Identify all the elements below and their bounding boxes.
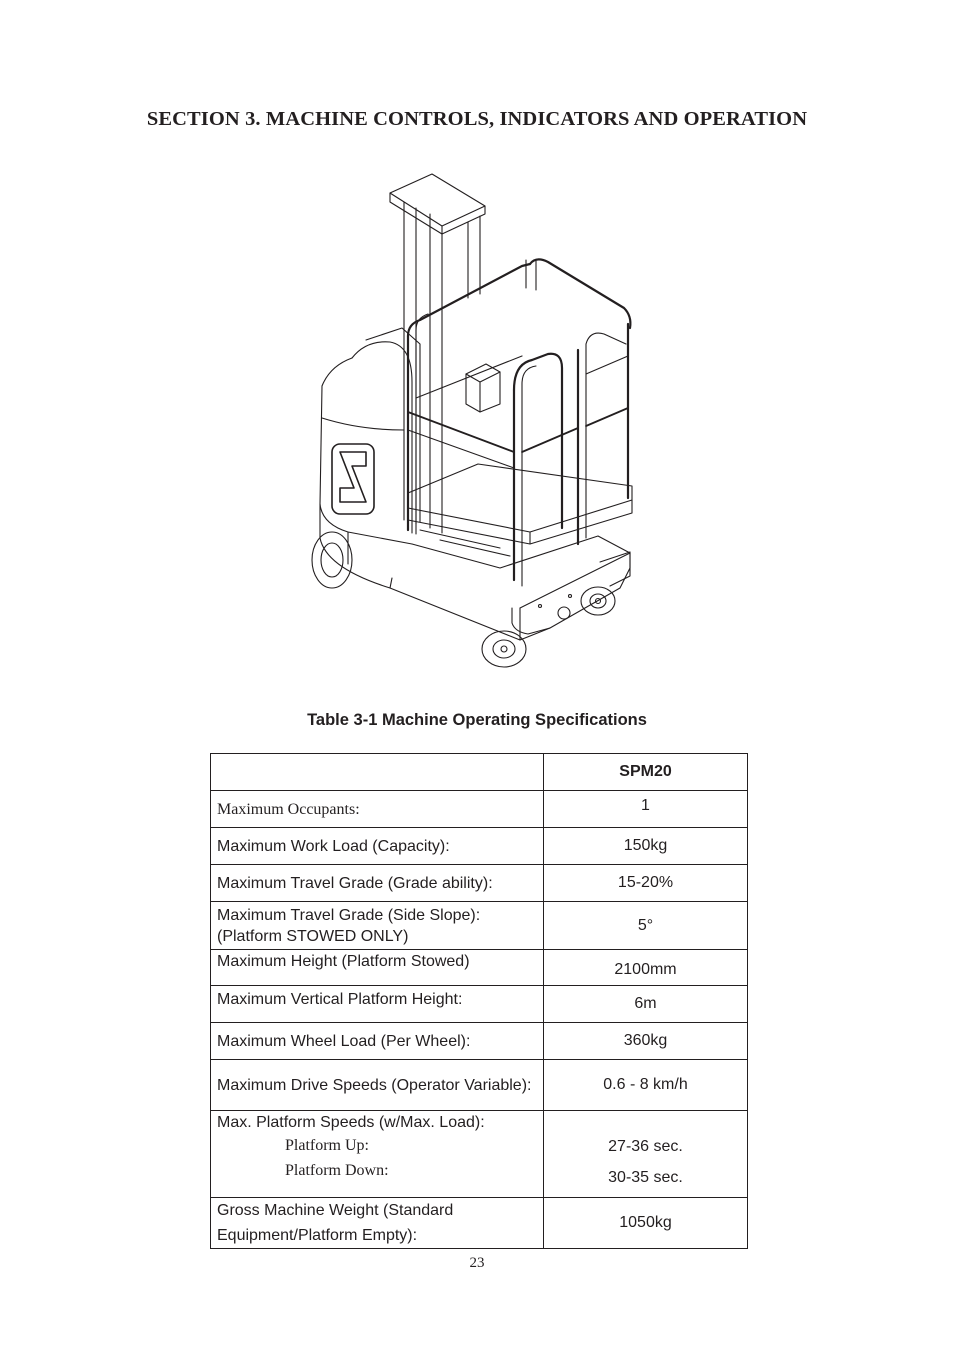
row-value: 360kg [544, 1023, 748, 1060]
row-value: 15-20% [544, 865, 748, 902]
table-row [211, 791, 748, 828]
row-label: Maximum Work Load (Capacity): [211, 828, 544, 865]
page-number: 23 [469, 1255, 485, 1271]
table-header-row [211, 754, 748, 791]
row-label: Maximum Occupants: [211, 791, 544, 828]
row-value: 150kg [544, 828, 748, 865]
section-title: SECTION 3. MACHINE CONTROLS, INDICATORS AND OPERATION [146, 108, 808, 130]
row-value: 0.6 - 8 km/h [544, 1060, 748, 1111]
row-label: Maximum Travel Grade (Side Slope):(Platform STOWED ONLY) [211, 902, 544, 950]
table-row [211, 1198, 748, 1249]
sub-label-platform-down: Platform Down: [285, 1162, 389, 1179]
row-label: Maximum Height (Platform Stowed) [211, 950, 544, 986]
table-row [211, 828, 748, 865]
row-label: Maximum Vertical Platform Height: [211, 986, 544, 1023]
sub-label-platform-up: Platform Up: [285, 1137, 369, 1154]
table-row [211, 865, 748, 902]
row-label: Max. Platform Speeds (w/Max. Load): [217, 1114, 485, 1131]
table-row [211, 950, 748, 986]
table-row [211, 986, 748, 1023]
row-value: 1 [544, 791, 748, 828]
row-label: Maximum Wheel Load (Per Wheel): [211, 1023, 544, 1060]
model-header: SPM20 [544, 754, 748, 791]
platform-up-value: 27-36 sec. [608, 1138, 683, 1155]
row-value: 1050kg [544, 1198, 748, 1249]
platform-down-value: 30-35 sec. [608, 1169, 683, 1186]
row-label: Maximum Drive Speeds (Operator Variable): [211, 1060, 544, 1111]
row-value: 5° [544, 902, 748, 950]
machine-illustration [300, 168, 645, 673]
platform-speeds-value-cell [544, 1111, 748, 1198]
table-row [211, 1111, 748, 1198]
header-label-cell [211, 754, 544, 791]
row-value: 2100mm [544, 950, 748, 986]
specifications-table [210, 753, 748, 1249]
table-caption: Table 3-1 Machine Operating Specifications [307, 711, 647, 729]
table-row [211, 1023, 748, 1060]
row-label: Maximum Travel Grade (Grade ability): [211, 865, 544, 902]
platform-speeds-label-cell [211, 1111, 544, 1198]
table-row [211, 1060, 748, 1111]
row-label: Gross Machine Weight (Standard Equipment/Platform Empty): [211, 1198, 544, 1249]
table-row [211, 902, 748, 950]
row-value: 6m [544, 986, 748, 1023]
